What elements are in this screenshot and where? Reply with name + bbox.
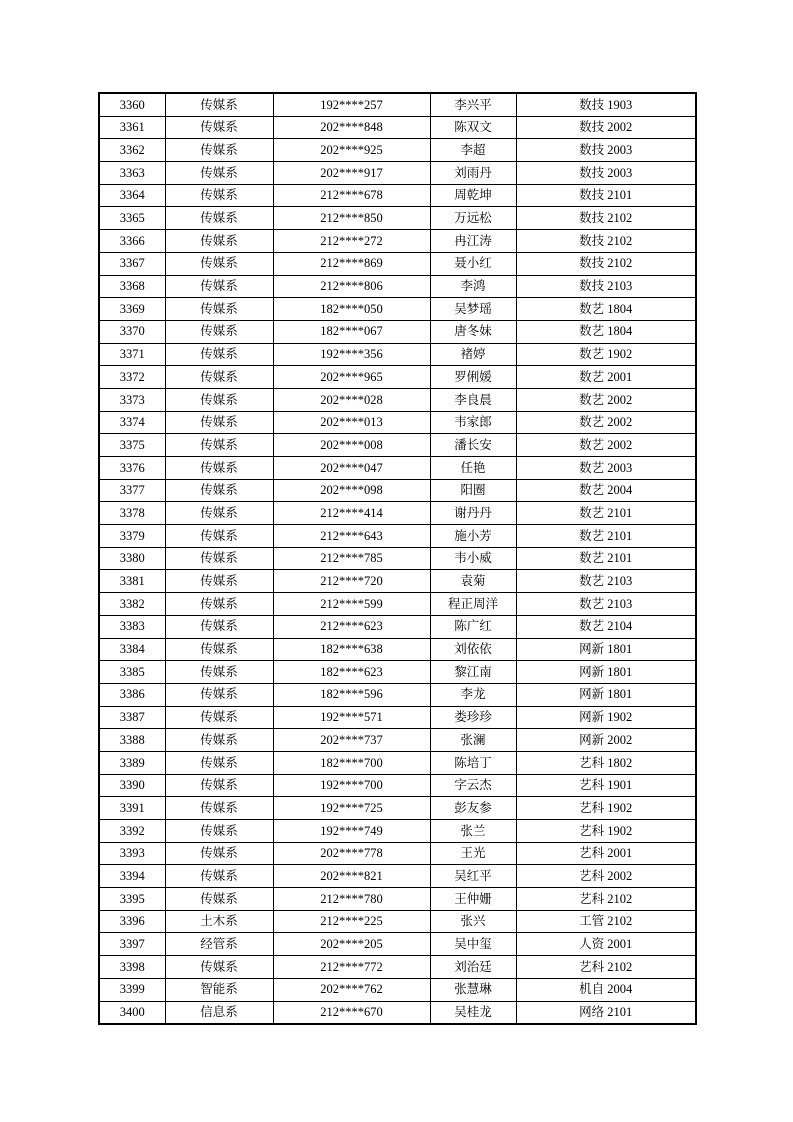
table-row [99,797,696,820]
cell-class: 工管 2102 [516,910,696,933]
cell-name: 陈培丁 [430,751,516,774]
cell-class: 数艺 2002 [516,388,696,411]
cell-department: 传媒系 [165,366,273,389]
cell-student-id: 212****643 [273,525,430,548]
cell-class: 数技 2102 [516,207,696,230]
cell-name: 聂小红 [430,252,516,275]
cell-index: 3390 [99,774,165,797]
cell-name: 刘依依 [430,638,516,661]
cell-index: 3398 [99,956,165,979]
cell-class: 艺科 2102 [516,956,696,979]
cell-name: 李兴平 [430,93,516,116]
table-row [99,139,696,162]
cell-class: 数艺 2003 [516,457,696,480]
table-row [99,162,696,185]
table-row [99,275,696,298]
cell-class: 数艺 2103 [516,570,696,593]
cell-name: 李龙 [430,683,516,706]
cell-name: 韦家郎 [430,411,516,434]
table-row [99,842,696,865]
cell-student-id: 212****414 [273,502,430,525]
cell-department: 传媒系 [165,184,273,207]
cell-student-id: 212****623 [273,615,430,638]
cell-student-id: 192****356 [273,343,430,366]
cell-student-id: 202****205 [273,933,430,956]
cell-department: 传媒系 [165,207,273,230]
table-row [99,457,696,480]
cell-class: 艺科 2001 [516,842,696,865]
table-row [99,184,696,207]
cell-student-id: 202****008 [273,434,430,457]
table-row [99,774,696,797]
cell-index: 3386 [99,683,165,706]
cell-department: 传媒系 [165,842,273,865]
cell-class: 数技 2103 [516,275,696,298]
cell-name: 万远松 [430,207,516,230]
cell-department: 传媒系 [165,774,273,797]
table-row [99,638,696,661]
cell-class: 艺科 1902 [516,797,696,820]
cell-name: 吴红平 [430,865,516,888]
table-row [99,525,696,548]
cell-department: 经管系 [165,933,273,956]
cell-index: 3395 [99,888,165,911]
cell-name: 刘治廷 [430,956,516,979]
table-row [99,615,696,638]
cell-department: 传媒系 [165,275,273,298]
cell-name: 袁菊 [430,570,516,593]
cell-index: 3376 [99,457,165,480]
cell-name: 李超 [430,139,516,162]
cell-index: 3371 [99,343,165,366]
cell-class: 数艺 2002 [516,411,696,434]
cell-index: 3374 [99,411,165,434]
cell-class: 数技 2003 [516,162,696,185]
cell-name: 罗俐媛 [430,366,516,389]
cell-class: 数艺 2002 [516,434,696,457]
cell-class: 数技 2101 [516,184,696,207]
cell-name: 吴中玺 [430,933,516,956]
cell-class: 数技 2102 [516,230,696,253]
cell-class: 数技 2002 [516,116,696,139]
cell-department: 传媒系 [165,615,273,638]
cell-class: 数艺 2004 [516,479,696,502]
cell-department: 传媒系 [165,502,273,525]
cell-student-id: 192****571 [273,706,430,729]
cell-student-id: 212****272 [273,230,430,253]
cell-name: 陈双文 [430,116,516,139]
table-row [99,343,696,366]
cell-class: 机自 2004 [516,978,696,1001]
table-row [99,479,696,502]
table-row [99,230,696,253]
table-row [99,411,696,434]
table-row [99,910,696,933]
cell-index: 3368 [99,275,165,298]
cell-department: 传媒系 [165,93,273,116]
cell-class: 数艺 1804 [516,298,696,321]
table-row [99,252,696,275]
cell-index: 3379 [99,525,165,548]
table-row [99,366,696,389]
cell-student-id: 202****047 [273,457,430,480]
cell-index: 3387 [99,706,165,729]
cell-index: 3369 [99,298,165,321]
cell-department: 传媒系 [165,139,273,162]
cell-name: 黎江南 [430,661,516,684]
cell-student-id: 212****806 [273,275,430,298]
cell-name: 任艳 [430,457,516,480]
cell-department: 传媒系 [165,570,273,593]
cell-name: 刘雨丹 [430,162,516,185]
table-row [99,729,696,752]
cell-student-id: 202****925 [273,139,430,162]
cell-department: 传媒系 [165,116,273,139]
table-row [99,978,696,1001]
cell-class: 数技 2102 [516,252,696,275]
cell-name: 字云杰 [430,774,516,797]
cell-department: 传媒系 [165,888,273,911]
student-roster-table-body [99,93,696,1024]
table-row [99,298,696,321]
cell-department: 传媒系 [165,525,273,548]
cell-department: 传媒系 [165,457,273,480]
cell-class: 数艺 1804 [516,320,696,343]
cell-student-id: 202****917 [273,162,430,185]
cell-class: 艺科 2002 [516,865,696,888]
cell-name: 张兴 [430,910,516,933]
cell-name: 韦小威 [430,547,516,570]
cell-class: 数艺 2001 [516,366,696,389]
cell-department: 传媒系 [165,956,273,979]
cell-name: 娄珍珍 [430,706,516,729]
cell-department: 传媒系 [165,683,273,706]
cell-index: 3399 [99,978,165,1001]
table-row [99,207,696,230]
cell-index: 3393 [99,842,165,865]
cell-student-id: 202****737 [273,729,430,752]
cell-student-id: 202****762 [273,978,430,1001]
cell-name: 吴桂龙 [430,1001,516,1024]
cell-student-id: 182****623 [273,661,430,684]
cell-name: 程正周洋 [430,593,516,616]
cell-department: 传媒系 [165,593,273,616]
cell-name: 吴梦瑶 [430,298,516,321]
cell-name: 张兰 [430,820,516,843]
cell-name: 冉江涛 [430,230,516,253]
cell-name: 彭友参 [430,797,516,820]
cell-index: 3362 [99,139,165,162]
table-row [99,502,696,525]
cell-class: 网络 2101 [516,1001,696,1024]
cell-student-id: 182****596 [273,683,430,706]
cell-class: 网新 1801 [516,661,696,684]
cell-name: 唐冬妹 [430,320,516,343]
table-row [99,547,696,570]
cell-department: 传媒系 [165,751,273,774]
cell-department: 传媒系 [165,388,273,411]
cell-class: 数技 1903 [516,93,696,116]
cell-index: 3389 [99,751,165,774]
cell-index: 3364 [99,184,165,207]
cell-class: 艺科 1902 [516,820,696,843]
cell-department: 传媒系 [165,343,273,366]
cell-index: 3375 [99,434,165,457]
cell-student-id: 212****850 [273,207,430,230]
cell-student-id: 212****670 [273,1001,430,1024]
cell-name: 施小芳 [430,525,516,548]
table-row [99,1001,696,1024]
table-row [99,593,696,616]
cell-index: 3361 [99,116,165,139]
cell-index: 3400 [99,1001,165,1024]
cell-department: 传媒系 [165,706,273,729]
cell-student-id: 202****028 [273,388,430,411]
table-row [99,820,696,843]
cell-class: 艺科 1901 [516,774,696,797]
cell-class: 数技 2003 [516,139,696,162]
cell-class: 数艺 2104 [516,615,696,638]
cell-student-id: 192****749 [273,820,430,843]
table-row [99,93,696,116]
cell-department: 传媒系 [165,298,273,321]
cell-department: 传媒系 [165,252,273,275]
cell-class: 人资 2001 [516,933,696,956]
cell-department: 传媒系 [165,162,273,185]
cell-student-id: 212****720 [273,570,430,593]
cell-class: 数艺 1902 [516,343,696,366]
table-row [99,320,696,343]
cell-index: 3392 [99,820,165,843]
cell-class: 数艺 2103 [516,593,696,616]
cell-index: 3396 [99,910,165,933]
cell-student-id: 182****700 [273,751,430,774]
cell-index: 3380 [99,547,165,570]
cell-name: 谢丹丹 [430,502,516,525]
cell-index: 3388 [99,729,165,752]
cell-department: 传媒系 [165,230,273,253]
cell-department: 土木系 [165,910,273,933]
cell-name: 周乾坤 [430,184,516,207]
cell-student-id: 202****965 [273,366,430,389]
cell-student-id: 212****785 [273,547,430,570]
cell-student-id: 182****067 [273,320,430,343]
table-row [99,570,696,593]
cell-student-id: 212****869 [273,252,430,275]
cell-class: 艺科 1802 [516,751,696,774]
cell-index: 3385 [99,661,165,684]
cell-student-id: 192****700 [273,774,430,797]
table-row [99,865,696,888]
cell-department: 传媒系 [165,797,273,820]
cell-student-id: 202****778 [273,842,430,865]
table-row [99,956,696,979]
cell-department: 传媒系 [165,547,273,570]
table-row [99,683,696,706]
cell-name: 阳圈 [430,479,516,502]
cell-index: 3373 [99,388,165,411]
cell-name: 李良晨 [430,388,516,411]
cell-index: 3370 [99,320,165,343]
cell-index: 3397 [99,933,165,956]
cell-department: 传媒系 [165,434,273,457]
cell-student-id: 182****050 [273,298,430,321]
cell-index: 3391 [99,797,165,820]
cell-class: 艺科 2102 [516,888,696,911]
cell-name: 张澜 [430,729,516,752]
cell-class: 数艺 2101 [516,547,696,570]
cell-name: 潘长安 [430,434,516,457]
student-roster-table [98,92,697,1025]
cell-student-id: 182****638 [273,638,430,661]
cell-department: 传媒系 [165,661,273,684]
cell-department: 传媒系 [165,729,273,752]
cell-index: 3363 [99,162,165,185]
cell-name: 褚婷 [430,343,516,366]
cell-index: 3372 [99,366,165,389]
cell-name: 王光 [430,842,516,865]
cell-class: 数艺 2101 [516,502,696,525]
cell-student-id: 212****772 [273,956,430,979]
cell-student-id: 202****821 [273,865,430,888]
table-row [99,706,696,729]
table-row [99,661,696,684]
cell-index: 3365 [99,207,165,230]
cell-name: 张慧琳 [430,978,516,1001]
cell-class: 网新 2002 [516,729,696,752]
cell-index: 3394 [99,865,165,888]
cell-index: 3381 [99,570,165,593]
table-row [99,933,696,956]
cell-department: 传媒系 [165,865,273,888]
cell-student-id: 202****098 [273,479,430,502]
cell-class: 数艺 2101 [516,525,696,548]
cell-student-id: 202****013 [273,411,430,434]
cell-student-id: 212****780 [273,888,430,911]
cell-student-id: 212****599 [273,593,430,616]
cell-index: 3367 [99,252,165,275]
cell-class: 网新 1801 [516,683,696,706]
cell-index: 3382 [99,593,165,616]
cell-class: 网新 1902 [516,706,696,729]
cell-index: 3378 [99,502,165,525]
cell-department: 传媒系 [165,638,273,661]
cell-student-id: 192****725 [273,797,430,820]
cell-index: 3360 [99,93,165,116]
cell-department: 传媒系 [165,820,273,843]
cell-student-id: 192****257 [273,93,430,116]
cell-index: 3366 [99,230,165,253]
cell-name: 陈广红 [430,615,516,638]
cell-class: 网新 1801 [516,638,696,661]
cell-department: 信息系 [165,1001,273,1024]
cell-department: 传媒系 [165,320,273,343]
table-row [99,751,696,774]
table-row [99,388,696,411]
cell-department: 传媒系 [165,411,273,434]
table-row [99,116,696,139]
cell-department: 传媒系 [165,479,273,502]
cell-student-id: 202****848 [273,116,430,139]
cell-index: 3383 [99,615,165,638]
table-row [99,434,696,457]
cell-student-id: 212****225 [273,910,430,933]
cell-student-id: 212****678 [273,184,430,207]
table-row [99,888,696,911]
cell-name: 王仲姗 [430,888,516,911]
cell-department: 智能系 [165,978,273,1001]
cell-index: 3384 [99,638,165,661]
cell-index: 3377 [99,479,165,502]
cell-name: 李鸿 [430,275,516,298]
